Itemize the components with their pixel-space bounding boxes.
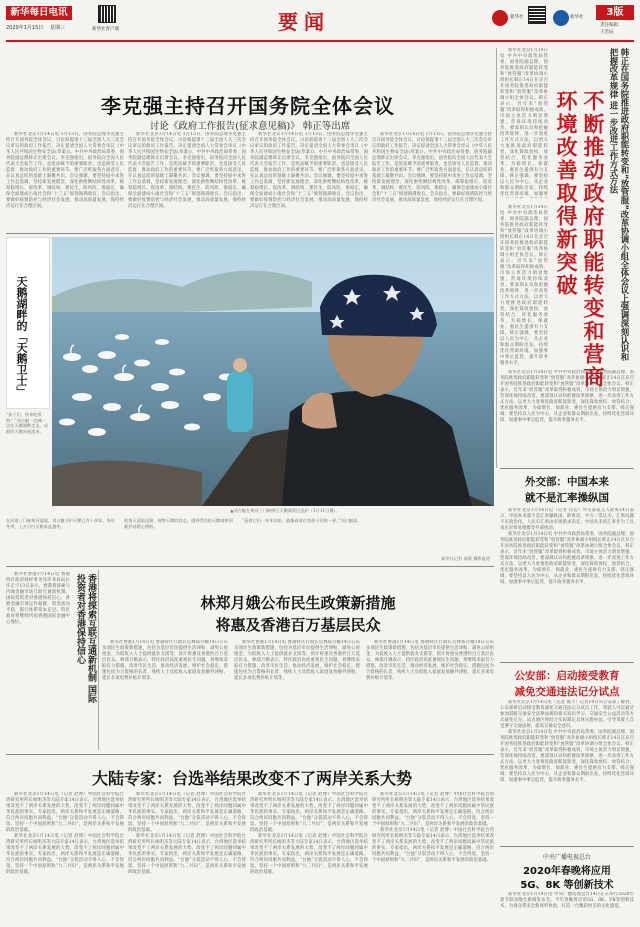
editor-label: 责任编辑	[600, 23, 618, 28]
photo-caption-col-3: 他每天清晨巡湖，观察天鹅的状态，遇到受伤的天鹅就带回救护站精心照料。	[124, 518, 233, 529]
gala-headline-2: 5G、8K 等创新技术	[520, 880, 614, 891]
gala-kicker: 中央广播电视总台	[542, 854, 591, 861]
gala-body: 新华社北京1月14日电 中央广播电视总台14日在京举行2020年春节联欢晚会新闻发布会。今年春晚将应用5G、8K、VR等创新技术，为观众带来全新视听体验，打造一台精彩纷呈的文化盛宴。	[500, 892, 634, 909]
lead-body-col-4: 新华社北京1月14日电 1月13日，国务院总理李克强主持召开国务院全体会议，讨论拟提请十三届全国人大三次会议审议的政府工作报告，决定提请全国人大常委会审议《中华人民共和国生物安全法(草案)》。中共中央政治局常委、国务院副总理韩正出席会议。李克强指出，国务院向全国人民代表大会报告工作，是宪法赋予的重要职责，也是接受人民监督、推动政府工作的重要环节。要广泛听取各方面意见，在认真总结的基础上凝聚共识。会议强调，要坚持稳中求进工作总基调，坚持新发展理念，深化供给侧结构性改革，统筹稳增长、促改革、调结构、惠民生、防风险、保稳定，确保全面建成小康社会和“十三五”规划圆满收官。会议指出，要做好疫情防控与经济社会发展，推动高质量发展，保持经济运行在合理区间。	[372, 132, 492, 203]
hk-side-body: 新华社香港1月14日电 香港特区政府财经事务及库务局局长许正宇13日表示，香港将探索与内地金融市场互联互通新机制。国际投资者对香港保持信心，香港金融市场运作稳健，资金流动平稳，银行体系资本充足。特区政府将继续巩固香港国际金融中心地位。	[6, 572, 70, 625]
paper-name-logo: 新华每日电讯	[6, 6, 72, 20]
photo-credit: 新华社记者 郝源 摄影报道	[441, 556, 490, 561]
reform-body-bottom: 新华社北京1月14日电 中共中央政治局常委、国务院副总理、国务院推进政府职能转变和“放管服”改革协调小组组长韩正14日在京召开国务院推进政府职能转变和“放管服”改革协调小组全体会议。韩正表示，近年来“放管服”改革取得积极成效，市场主体活力明显增强，营商环境持续改善。要深刻认识和把握改革规律，进一步改进工作方式方法，以更大力度推进政府职能转变，深化简政放权、放管结合、优化服务改革，为稳增长、保就业、惠民生提供有力支撑。韩正强调，要坚持以人民为中心，从企业和群众期盼出发，持续优化营商环境，加强事中事后监管，提升政务服务水平。	[500, 205, 548, 365]
section-title: 要闻	[278, 10, 330, 34]
reform-body-top: 新华社北京1月14日电 中共中央政治局常委、国务院副总理、国务院推进政府职能转变和“放管服”改革协调小组组长韩正14日在京召开国务院推进政府职能转变和“放管服”改革协调小组全体会议。韩正表示，近年来“放管服”改革取得积极成效，市场主体活力明显增强，营商环境持续改善。要深刻认识和把握改革规律，进一步改进工作方式方法，以更大力度推进政府职能转变，深化简政放权、放管结合、优化服务改革，为稳增长、保就业、惠民生提供有力支撑。韩正强调，要坚持以人民为中心，从企业和群众期盼出发，持续优化营商环境，加强事	[500, 48, 548, 197]
issue-date: 2020年1月15日	[6, 25, 44, 31]
taiwan-body-col-3: 新华社北京1月14日电（记者 赵博）中国社会科学院台湾研究所所长杨明杰等大陆专家14日表示，台湾地区选举结果改变不了两岸关系发展的大势，改变不了两岸同胞同属中华民族的事实。专家指出，两岸关系和平发展是正确道路，符合两岸同胞共同利益。“台独”分裂活动不得人心，不会得逞。坚持一个中国原则和“九二共识”，是两岸关系和平发展的政治基础。 新华社北京1月14日电（记者 赵博）中国社会科学院台湾研究所所长杨明杰等大陆专家14日表示，台湾地区选举结果改变不了两岸关系发展的大势，改变不了两岸同胞同属中华民族的事实。专家指出，两岸关系和平发展是正确道路，符合两岸同胞共同利益。“台独”分裂活动不得人心，不会得逞。坚持一个中国原则和“九二共识”，是两岸关系和平发展的政治基础。	[250, 792, 368, 875]
xinhua-logo-icon	[492, 10, 508, 26]
lead-headline: 李克强主持召开国务院全体会议	[101, 94, 395, 118]
hk-headline-1: 林郑月娥公布民生政策新措施	[200, 594, 396, 612]
police-headline-2: 减免交通违法记分试点	[514, 686, 620, 698]
taiwan-body-col-4: 新华社北京1月14日电（记者 赵博）中国社会科学院台湾研究所所长杨明杰等大陆专家14日表示，台湾地区选举结果改变不了两岸关系发展的大势，改变不了两岸同胞同属中华民族的事实。专家指出，两岸关系和平发展是正确道路，符合两岸同胞共同利益。“台独”分裂活动不得人心，不会得逞。坚持一个中国原则和“九二共识”，是两岸关系和平发展的政治基础。 新华社北京1月14日电（记者 赵博）中国社会科学院台湾研究所所长杨明杰等大陆专家14日表示，台湾地区选举结果改变不了两岸关系发展的大势，改变不了两岸同胞同属中华民族的事实。专家指出，两岸关系和平发展是正确道路，符合两岸同胞共同利益。“台独”分裂活动不得人心，不会得逞。坚持一个中国原则和“九二共识”，是两岸关系和平发展的政治基础。	[372, 792, 494, 863]
lead-body-col-3: 新华社北京1月14日电 1月13日，国务院总理李克强主持召开国务院全体会议，讨论拟提请十三届全国人大三次会议审议的政府工作报告，决定提请全国人大常委会审议《中华人民共和国生物安全法(草案)》。中共中央政治局常委、国务院副总理韩正出席会议。李克强指出，国务院向全国人民代表大会报告工作，是宪法赋予的重要职责，也是接受人民监督、推动政府工作的重要环节。要广泛听取各方面意见，在认真总结的基础上凝聚共识。会议强调，要坚持稳中求进工作总基调，坚持新发展理念，深化供给侧结构性改革，统筹稳增长、促改革、调结构、惠民生、防风险、保稳定，确保全面建成小康社会和“十三五”规划圆满收官。会议指出，要做好疫情防控与经济社会发展，推动高质量发展，保持经济运行在合理区间。	[250, 132, 368, 209]
taiwan-body-col-2: 新华社北京1月14日电（记者 赵博）中国社会科学院台湾研究所所长杨明杰等大陆专家14日表示，台湾地区选举结果改变不了两岸关系发展的大势，改变不了两岸同胞同属中华民族的事实。专家指出，两岸关系和平发展是正确道路，符合两岸同胞共同利益。“台独”分裂活动不得人心，不会得逞。坚持一个中国原则和“九二共识”，是两岸关系和平发展的政治基础。 新华社北京1月14日电（记者 赵博）中国社会科学院台湾研究所所长杨明杰等大陆专家14日表示，台湾地区选举结果改变不了两岸关系发展的大势，改变不了两岸同胞同属中华民族的事实。专家指出，两岸关系和平发展是正确道路，符合两岸同胞共同利益。“台独”分裂活动不得人心，不会得逞。坚持一个中国原则和“九二共识”，是两岸关系和平发展的政治基础。	[128, 792, 246, 875]
taiwan-body-col-1: 新华社北京1月14日电（记者 赵博）中国社会科学院台湾研究所所长杨明杰等大陆专家14日表示，台湾地区选举结果改变不了两岸关系发展的大势，改变不了两岸同胞同属中华民族的事实。专家指出，两岸关系和平发展是正确道路，符合两岸同胞共同利益。“台独”分裂活动不得人心，不会得逞。坚持一个中国原则和“九二共识”，是两岸关系和平发展的政治基础。 新华社北京1月14日电（记者 赵博）中国社会科学院台湾研究所所长杨明杰等大陆专家14日表示，台湾地区选举结果改变不了两岸关系发展的大势，改变不了两岸同胞同属中华民族的事实。专家指出，两岸关系和平发展是正确道路，符合两岸同胞共同利益。“台独”分裂活动不得人心，不会得逞。坚持一个中国原则和“九二共识”，是两岸关系和平发展的政治基础。	[6, 792, 124, 875]
page-number-badge: 3版	[596, 5, 634, 20]
reform-body-wide: 新华社北京1月14日电 中共中央政治局常委、国务院副总理、国务院推进政府职能转变和“放管服”改革协调小组组长韩正14日在京召开国务院推进政府职能转变和“放管服”改革协调小组全体会议。韩正表示，近年来“放管服”改革取得积极成效，市场主体活力明显增强，营商环境持续改善。要深刻认识和把握改革规律，进一步改进工作方式方法，以更大力度推进政府职能转变，深化简政放权、放管结合、优化服务改革，为稳增长、保就业、惠民生提供有力支撑。韩正强调，要坚持以人民为中心，从企业和群众期盼出发，持续优化营商环境，加强事中事后监管，提升政务服务水平。	[500, 370, 634, 423]
qr-label-2: 新华社	[570, 15, 584, 20]
hk-headline-2: 将惠及香港百万基层民众	[215, 616, 381, 634]
app-label: 新华社客户端	[92, 27, 119, 32]
qr-label-1: 新华社	[510, 15, 524, 20]
police-headline-1: 公安部：启动接受教育	[514, 670, 620, 682]
photo-caption: ▲刘占魁在黄河三门峡库区天鹅湖景区巡护（1月11日摄）。	[230, 508, 340, 513]
hk-side-title: 香港将探索互联互通新机制 国际投资者对香港保持信心	[75, 574, 96, 704]
photo-title-box	[6, 237, 50, 409]
foreign-ministry-headline-2: 就不是汇率操纵国	[525, 492, 609, 504]
reform-headline: 不断推动政府职能转变和营商环境改善取得新突破	[554, 90, 605, 389]
issue-weekday: 星期三	[50, 25, 66, 31]
gala-headline-1: 2020年春晚将应用	[523, 866, 611, 877]
photo-caption-col-1: “孩子们，快来吃饭咯！”刘占魁一边喊一边往天鹅湖畔走去，成群的天鹅向他游来。	[6, 412, 48, 434]
masthead	[0, 0, 640, 40]
foreign-ministry-headline-1: 外交部：中国本来	[525, 476, 609, 488]
hk-body-col-1: 新华社香港1月14日电 香港特区行政长官林郑月娥14日公布多项民生政策新措施，包括为基层市民提供生活津贴、减免公屋租金、为低收入人士提供就业支援等，预计将惠及香港约百万基层民众。林郑月娥表示，特区政府高度重视民生问题，将继续采取有力措施，改善市民生活，推动经济发展，维护社会稳定。措施包括为合资格的长者、残疾人士及低收入家庭发放额外津贴，延长多项电费补贴计划等。	[102, 640, 228, 681]
qr-code-icon-2	[528, 6, 546, 24]
xinhua-logo-icon-2	[553, 10, 569, 26]
photo-vertical-title: 天鹅湖畔的「天鹅卫士」	[15, 276, 28, 397]
taiwan-headline: 大陆专家：台选举结果改变不了两岸关系大势	[91, 769, 412, 788]
masthead-rule	[6, 40, 634, 42]
photo-caption-col-2: 在河南三门峡黄河湿地，刘占魁守护天鹅已有十余年。每年冬季，上万只白天鹅来此越冬。	[6, 518, 115, 529]
hk-body-col-3: 新华社香港1月14日电 香港特区行政长官林郑月娥14日公布多项民生政策新措施，包括为基层市民提供生活津贴、减免公屋租金、为低收入人士提供就业支援等，预计将惠及香港约百万基层民众。林郑月娥表示，特区政府高度重视民生问题，将继续采取有力措施，改善市民生活，推动经济发展，维护社会稳定。措施包括为合资格的长者、残疾人士及低收入家庭发放额外津贴，延长多项电费补贴计划等。	[366, 640, 494, 681]
photo-caption-col-4: “看着它们一年年回来，就像看着自家孩子回家一样。”刘占魁说。	[242, 518, 362, 523]
police-body: 新华社北京1月14日电（记者 熊丰）记者14日从公安部了解到，公安部将启动接受教育减免交通违法记分试点工作，驾驶人可以通过参加道路交通安全法律法规和相关知识学习、交通安全公益活动等方式减免记分。试点地区将结合实际制定具体实施办法，引导驾驶人自觉遵守交通法规，提高交通安全意识。 新华社北京1月14日电 中共中央政治局常委、国务院副总理、国务院推进政府职能转变和“放管服”改革协调小组组长韩正14日在京召开国务院推进政府职能转变和“放管服”改革协调小组全体会议。韩正表示，近年来“放管服”改革取得积极成效，市场主体活力明显增强，营商环境持续改善。要深刻认识和把握改革规律，进一步改进工作方式方法，以更大力度推进政府职能转变，深化简政放权、放管结合、优化服务改革，为稳增长、保就业、惠民生提供有力支撑。韩正强调，要坚持以人民为中心，从企业和群众期盼出发，持续优化营商环境，加强事中事后监管，提升政务服务水平。	[500, 700, 634, 783]
qr-code-icon	[98, 5, 116, 23]
lead-subhead: 讨论《政府工作报告(征求意见稿)》 韩正等出席	[149, 121, 351, 132]
foreign-ministry-body: 新华社北京1月14日电（记者 伍岳）外交部发言人耿爽14日表示，中国本来就不是汇率操纵国。耿爽说，中方一贯认为，汇率问题不应政治化。人民币汇率由市场供求决定，中国从未将汇率作为工具来应对贸易摩擦等外部扰动。 新华社北京1月14日电 中共中央政治局常委、国务院副总理、国务院推进政府职能转变和“放管服”改革协调小组组长韩正14日在京召开国务院推进政府职能转变和“放管服”改革协调小组全体会议。韩正表示，近年来“放管服”改革取得积极成效，市场主体活力明显增强，营商环境持续改善。要深刻认识和把握改革规律，进一步改进工作方式方法，以更大力度推进政府职能转变，深化简政放权、放管结合、优化服务改革，为稳增长、保就业、惠民生提供有力支撑。韩正强调，要坚持以人民为中心，从企业和群众期盼出发，持续优化营商环境，加强事中事后监管，提升政务服务水平。	[500, 508, 634, 585]
editor-name: 王若辰	[600, 30, 614, 35]
reform-side-title: 韩正在国务院推进政府职能转变和“放管服”改革协调小组全体会议上强调深刻认识和把握改革规律 进一步改进工作方式方法	[609, 48, 630, 362]
lead-body-col-1: 新华社北京1月14日电 1月13日，国务院总理李克强主持召开国务院全体会议，讨论拟提请十三届全国人大三次会议审议的政府工作报告，决定提请全国人大常委会审议《中华人民共和国生物安全法(草案)》。中共中央政治局常委、国务院副总理韩正出席会议。李克强指出，国务院向全国人民代表大会报告工作，是宪法赋予的重要职责，也是接受人民监督、推动政府工作的重要环节。要广泛听取各方面意见，在认真总结的基础上凝聚共识。会议强调，要坚持稳中求进工作总基调，坚持新发展理念，深化供给侧结构性改革，统筹稳增长、促改革、调结构、惠民生、防风险、保稳定，确保全面建成小康社会和“十三五”规划圆满收官。会议指出，要做好疫情防控与经济社会发展，推动高质量发展，保持经济运行在合理区间。	[6, 132, 124, 209]
hk-body-col-2: 新华社香港1月14日电 香港特区行政长官林郑月娥14日公布多项民生政策新措施，包括为基层市民提供生活津贴、减免公屋租金、为低收入人士提供就业支援等，预计将惠及香港约百万基层民众。林郑月娥表示，特区政府高度重视民生问题，将继续采取有力措施，改善市民生活，推动经济发展，维护社会稳定。措施包括为合资格的长者、残疾人士及低收入家庭发放额外津贴，延长多项电费补贴计划等。	[234, 640, 360, 681]
swan-lake-photo	[52, 237, 494, 506]
lead-body-col-2: 新华社北京1月14日电 1月13日，国务院总理李克强主持召开国务院全体会议，讨论拟提请十三届全国人大三次会议审议的政府工作报告，决定提请全国人大常委会审议《中华人民共和国生物安全法(草案)》。中共中央政治局常委、国务院副总理韩正出席会议。李克强指出，国务院向全国人民代表大会报告工作，是宪法赋予的重要职责，也是接受人民监督、推动政府工作的重要环节。要广泛听取各方面意见，在认真总结的基础上凝聚共识。会议强调，要坚持稳中求进工作总基调，坚持新发展理念，深化供给侧结构性改革，统筹稳增长、促改革、调结构、惠民生、防风险、保稳定，确保全面建成小康社会和“十三五”规划圆满收官。会议指出，要做好疫情防控与经济社会发展，推动高质量发展，保持经济运行在合理区间。	[128, 132, 246, 209]
